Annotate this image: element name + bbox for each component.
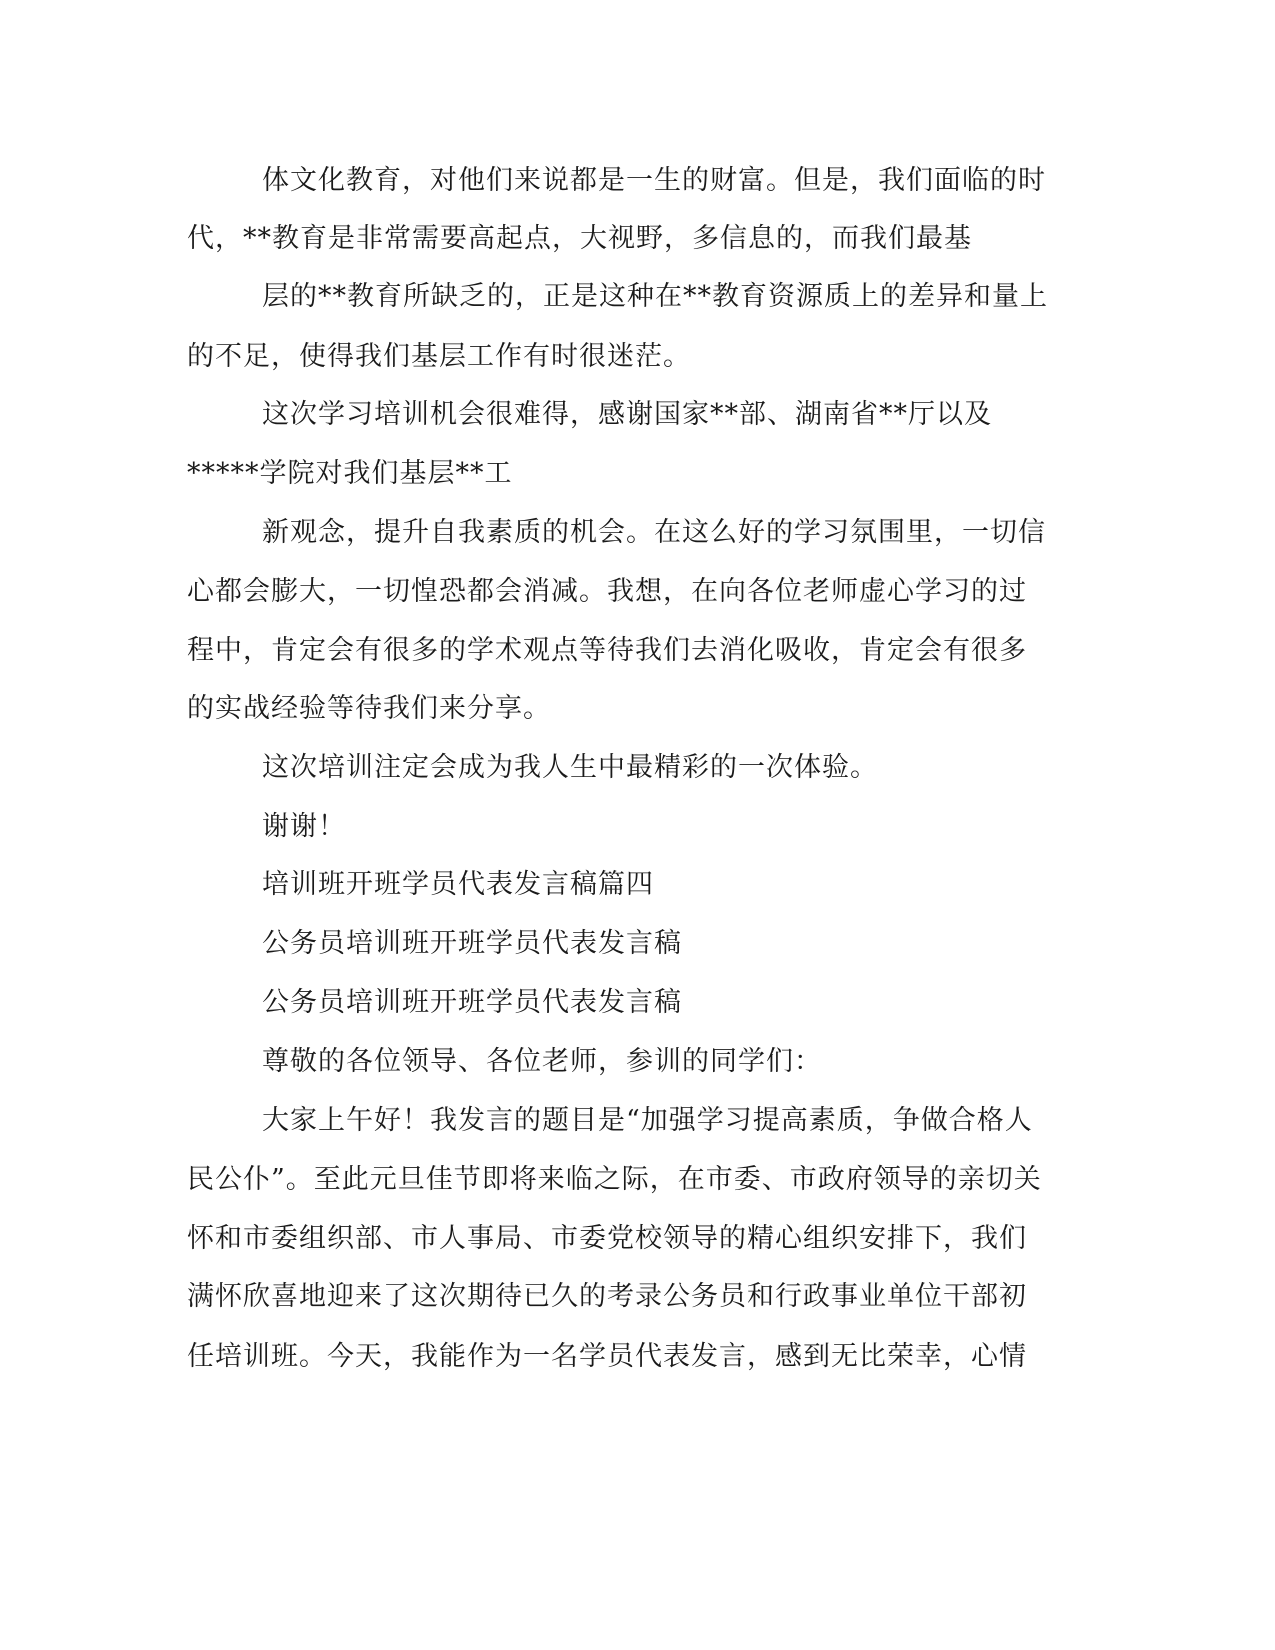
- text-line: 这次学习培训机会很难得，感谢国家**部、湖南省**厅以及: [262, 399, 992, 430]
- text-line: 代，**教育是非常需要高起点，大视野，多信息的，而我们最基: [187, 223, 972, 254]
- document-title: 公务员培训班开班学员代表发言稿: [262, 987, 682, 1018]
- text-line: *****学院对我们基层**工: [187, 458, 513, 489]
- section-heading: 培训班开班学员代表发言稿篇四: [262, 869, 654, 900]
- text-line: 心都会膨大，一切惶恐都会消减。我想，在向各位老师虚心学习的过: [187, 576, 1027, 607]
- text-line: 任培训班。今天，我能作为一名学员代表发言，感到无比荣幸，心情: [187, 1341, 1027, 1372]
- text-line: 民公仆”。至此元旦佳节即将来临之际，在市委、市政府领导的亲切关: [187, 1164, 1042, 1195]
- text-line: 程中，肯定会有很多的学术观点等待我们去消化吸收，肯定会有很多: [187, 635, 1027, 666]
- text-line: 满怀欣喜地迎来了这次期待已久的考录公务员和行政事业单位干部初: [187, 1281, 1027, 1312]
- text-line: 怀和市委组织部、市人事局、市委党校领导的精心组织安排下，我们: [187, 1223, 1027, 1254]
- text-line: 层的**教育所缺乏的，正是这种在**教育资源质上的差异和量上: [262, 281, 1048, 312]
- text-line: 大家上午好！我发言的题目是“加强学习提高素质，争做合格人: [262, 1105, 1033, 1136]
- text-line: 的实战经验等待我们来分享。: [187, 693, 551, 724]
- salutation: 尊敬的各位领导、各位老师，参训的同学们：: [262, 1046, 822, 1077]
- text-line: 谢谢！: [262, 811, 346, 842]
- text-line: 新观念，提升自我素质的机会。在这么好的学习氛围里，一切信: [262, 517, 1046, 548]
- text-line: 这次培训注定会成为我人生中最精彩的一次体验。: [262, 752, 878, 783]
- text-line: 的不足，使得我们基层工作有时很迷茫。: [187, 341, 691, 372]
- document-title: 公务员培训班开班学员代表发言稿: [262, 928, 682, 959]
- text-line: 体文化教育，对他们来说都是一生的财富。但是，我们面临的时: [262, 165, 1046, 196]
